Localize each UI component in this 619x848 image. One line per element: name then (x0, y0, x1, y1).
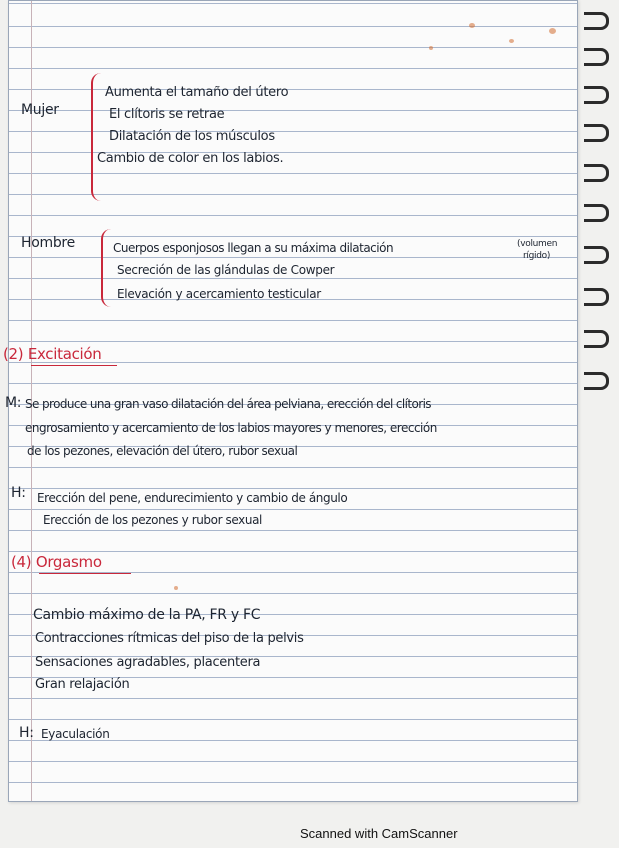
mujer-item-3: Dilatación de los músculos (109, 129, 275, 144)
hombre-item-3: Elevación y acercamiento testicular (117, 287, 321, 301)
scanner-watermark: Scanned with CamScanner (300, 826, 458, 841)
section-orgasmo-underline (39, 573, 131, 574)
m-line-1: Se produce una gran vaso dilatación del área pelviana, erección del clítoris (25, 397, 431, 411)
stain-spot (429, 46, 433, 50)
hombre-label: Hombre (21, 235, 75, 251)
spiral-ring (584, 164, 609, 182)
spiral-ring (584, 86, 609, 104)
m-line-3: de los pezones, elevación del útero, rubor sexual (27, 444, 298, 458)
notebook-page (3, 0, 578, 802)
hombre-note-1: (volumen (517, 239, 558, 249)
mujer-label: Mujer (21, 102, 59, 118)
h-line-1: Erección del pene, endurecimiento y cambio de ángulo (37, 491, 348, 505)
stain-spot (469, 23, 475, 28)
hombre-brace (101, 229, 111, 307)
m-label: M: (5, 395, 22, 411)
mujer-item-1: Aumenta el tamaño del útero (105, 85, 289, 100)
mujer-item-4: Cambio de color en los labios. (97, 151, 284, 166)
spiral-ring (584, 330, 609, 348)
spiral-ring (584, 124, 609, 142)
stain-spot (549, 28, 556, 34)
m-line-2: engrosamiento y acercamiento de los labios mayores y menores, erección (25, 421, 437, 435)
hombre-note-2: rígido) (523, 251, 551, 261)
section-excitacion-title: (2) Excitación (3, 345, 102, 363)
spiral-ring (584, 288, 609, 306)
spiral-ring (584, 372, 609, 390)
orgasmo-line-4: Gran relajación (35, 677, 130, 692)
spiral-ring (584, 246, 609, 264)
spiral-ring (584, 204, 609, 222)
stain-spot (509, 39, 514, 43)
orgasmo-line-1: Cambio máximo de la PA, FR y FC (33, 607, 261, 623)
spiral-binding (579, 0, 609, 440)
h2-text: Eyaculación (41, 727, 110, 741)
stain-spot (174, 586, 178, 590)
h2-label: H: (19, 725, 34, 741)
spiral-ring (584, 48, 609, 66)
orgasmo-line-3: Sensaciones agradables, placentera (35, 655, 261, 670)
orgasmo-line-2: Contracciones rítmicas del piso de la pelvis (35, 631, 304, 646)
mujer-brace (91, 73, 103, 201)
mujer-item-2: El clítoris se retrae (109, 107, 225, 122)
section-excitacion-underline (31, 365, 117, 366)
h-label: H: (11, 485, 26, 501)
h-line-2: Erección de los pezones y rubor sexual (43, 513, 262, 527)
hombre-item-2: Secreción de las glándulas de Cowper (117, 263, 335, 277)
hombre-item-1: Cuerpos esponjosos llegan a su máxima dilatación (113, 241, 394, 255)
spiral-ring (584, 12, 609, 30)
section-orgasmo-title: (4) Orgasmo (11, 553, 102, 571)
